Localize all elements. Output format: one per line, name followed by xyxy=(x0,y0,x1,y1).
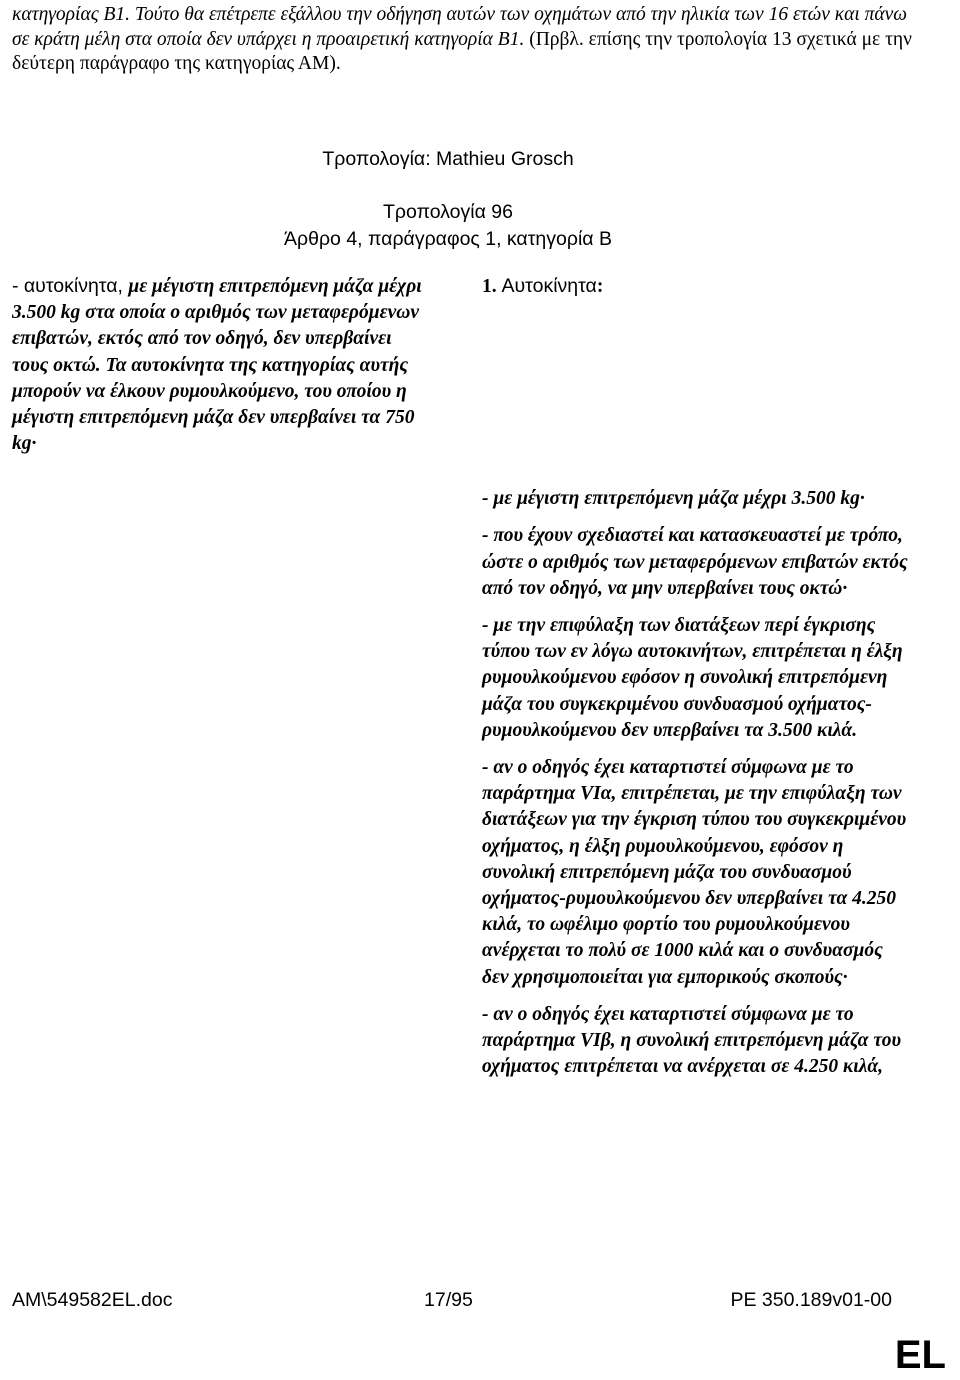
amended-heading xyxy=(482,273,912,300)
amendment-heading xyxy=(0,199,896,253)
intro-paragraph xyxy=(12,3,912,77)
amended-heading-number: 1. xyxy=(482,276,502,297)
amended-paragraph: - με την επιφύλαξη των διατάξεων περί έγκρισης τύπου των εν λόγω αυτοκινήτων, επιτρέπεται η έλξη ρυμουλκούμενου εφόσον η συνολική επιτρεπόμενη μάζα του συγκεκριμένου συνδυασμού οχήματος-ρυμουλκούμενου δεν υπερβαίνει τα 3.500 κιλά. xyxy=(482,615,903,741)
original-lead-text: - αυτοκίνητα, xyxy=(12,275,129,297)
amendment-article: Άρθρο 4, παράγραφος 1, κατηγορία Β xyxy=(284,228,612,250)
intro-text-roman: (Πρβλ. επίσης την τροπολογία 13 σχετικά με την δεύτερη παράγραφο της κατηγορίας ΑΜ). xyxy=(12,28,912,75)
amended-paragraph: - με μέγιστη επιτρεπόμενη μάζα μέχρι 3.500 kg· xyxy=(482,488,865,510)
amended-text-column xyxy=(482,273,912,1091)
amended-heading-colon: : xyxy=(596,276,604,297)
language-code: EL xyxy=(894,1333,946,1377)
footer-pe-ref: PE 350.189v01-00 xyxy=(730,1289,892,1311)
amendment-number: Τροπολογία 96 xyxy=(383,201,513,223)
original-bold-text: με μέγιστη επιτρεπόμενη μάζα μέχρι 3.500 kg στα οποία ο αριθμός των μεταφερόμενων επιβατών, εκτός από τον οδηγό, δεν υπερβαίνει τους οκτώ. Τα αυτοκίνητα της κατηγορίας αυτής μπορούν να έλκουν ρυμουλκούμενο, του οποίου η μέγιστη επιτρεπόμενη μάζα δεν υπερβαίνει τα 750 kg· xyxy=(12,276,422,455)
intro-text-italic: κατηγορίας Β1. Τούτο θα επέτρεπε εξάλλου την οδήγηση αυτών των οχημάτων από την ηλικία των 16 ετών και πάνω σε κράτη μέλη στα οποία δεν υπάρχει η προαιρετική κατηγορία Β1. xyxy=(12,4,908,50)
footer-doc-ref: AM\549582EL.doc xyxy=(12,1289,173,1311)
amended-paragraph: - αν ο οδηγός έχει καταρτιστεί σύμφωνα με το παράρτημα VIα, επιτρέπεται, με την επιφύλαξη των διατάξεων για την έγκριση τύπου του συγκεκριμένου οχήματος, η έλξη ρυμουλκούμενου, εφόσον η συνολική επιτρεπόμενη μάζα του συνδυασμού οχήματος-ρυμουλκούμενου δεν υπερβαίνει τα 4.250 κιλά, το ωφέλιμο φορτίο του ρυμουλκούμενου ανέρχεται το πολύ σε 1000 κιλά και ο συνδυασμός δεν χρησιμοποιείται για εμπορικούς σκοπούς· xyxy=(482,757,907,988)
amended-paragraph: - που έχουν σχεδιαστεί και κατασκευαστεί με τρόπο, ώστε ο αριθμός των μεταφερόμενων επιβατών εκτός από τον οδηγό, να μην υπερβαίνει τους οκτώ· xyxy=(482,525,908,599)
page-footer xyxy=(12,1289,892,1315)
amendment-author: Τροπολογία: Mathieu Grosch xyxy=(322,148,574,170)
amended-paragraph: - αν ο οδηγός έχει καταρτιστεί σύμφωνα με το παράρτημα VIβ, η συνολική επιτρεπόμενη μάζα του οχήματος επιτρέπεται να ανέρχεται σε 4.250 κιλά, xyxy=(482,1003,902,1078)
footer-page-number: 17/95 xyxy=(424,1289,473,1311)
original-text-column xyxy=(12,273,432,457)
amended-heading-label: Αυτοκίνητα xyxy=(501,275,597,297)
